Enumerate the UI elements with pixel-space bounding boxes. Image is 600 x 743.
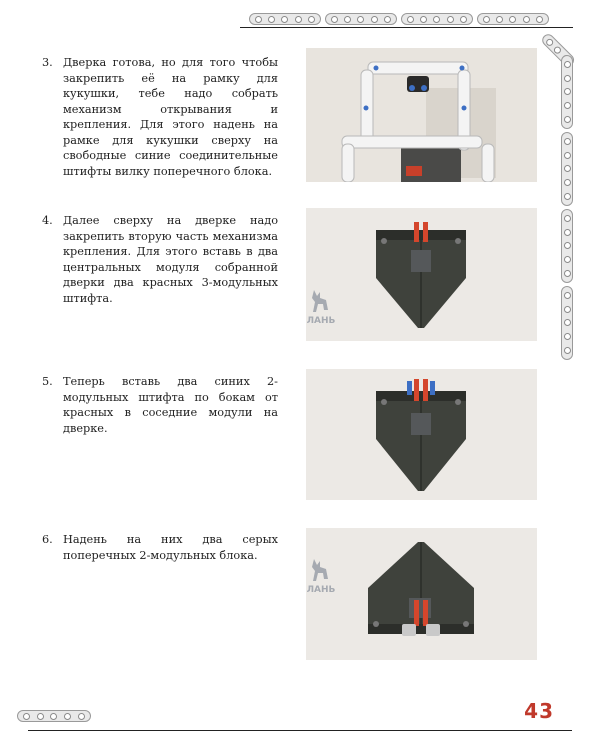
- step-4: [42, 213, 278, 306]
- step-number: 3.: [42, 56, 53, 69]
- header-rule: [240, 27, 573, 28]
- decorative-beam-top-1: [249, 13, 321, 25]
- watermark: ЛАНЬ: [297, 557, 345, 595]
- step-number: 4.: [42, 214, 53, 227]
- page-number: 43: [524, 699, 554, 723]
- step-text: Надень на них два серых поперечных 2-модульных блока.: [63, 533, 278, 562]
- decorative-beam-right-2: [561, 132, 573, 206]
- decorative-beam-top-4: [477, 13, 549, 25]
- step-6: [42, 532, 278, 563]
- photo-step-3: [306, 48, 537, 182]
- step-text: Далее сверху на дверке надо закрепить вторую часть механизма крепления. Для этого вставь в два центральных модуля собранной дверки два красных 3-модульных штифта.: [63, 214, 278, 305]
- step-5: [42, 374, 278, 436]
- deer-logo-icon: [308, 288, 334, 316]
- decorative-beam-bottom: [17, 710, 91, 722]
- decorative-beam-right-1: [561, 55, 573, 129]
- step-number: 6.: [42, 533, 53, 546]
- step-text: Дверка готова, но для того чтобы закрепить её на рамку для кукушки, тебе надо собрать механизм открывания и крепления. Для этого надень на рамке для кукушки сверху на свободные синие соединительные штифты вилку поперечного блока.: [63, 56, 278, 178]
- step-3: [42, 55, 278, 179]
- decorative-beam-right-4: [561, 286, 573, 360]
- deer-logo-icon: [308, 557, 334, 585]
- step-text: Теперь вставь два синих 2-модульных штифта по бокам от красных в соседние модули на дверке.: [63, 375, 278, 435]
- decorative-beam-top-3: [401, 13, 473, 25]
- decorative-beam-top-2: [325, 13, 397, 25]
- footer-rule: [28, 730, 572, 731]
- photo-step-5: [306, 369, 537, 500]
- decorative-beam-right-3: [561, 209, 573, 283]
- watermark: ЛАНЬ: [297, 288, 345, 326]
- step-number: 5.: [42, 375, 53, 388]
